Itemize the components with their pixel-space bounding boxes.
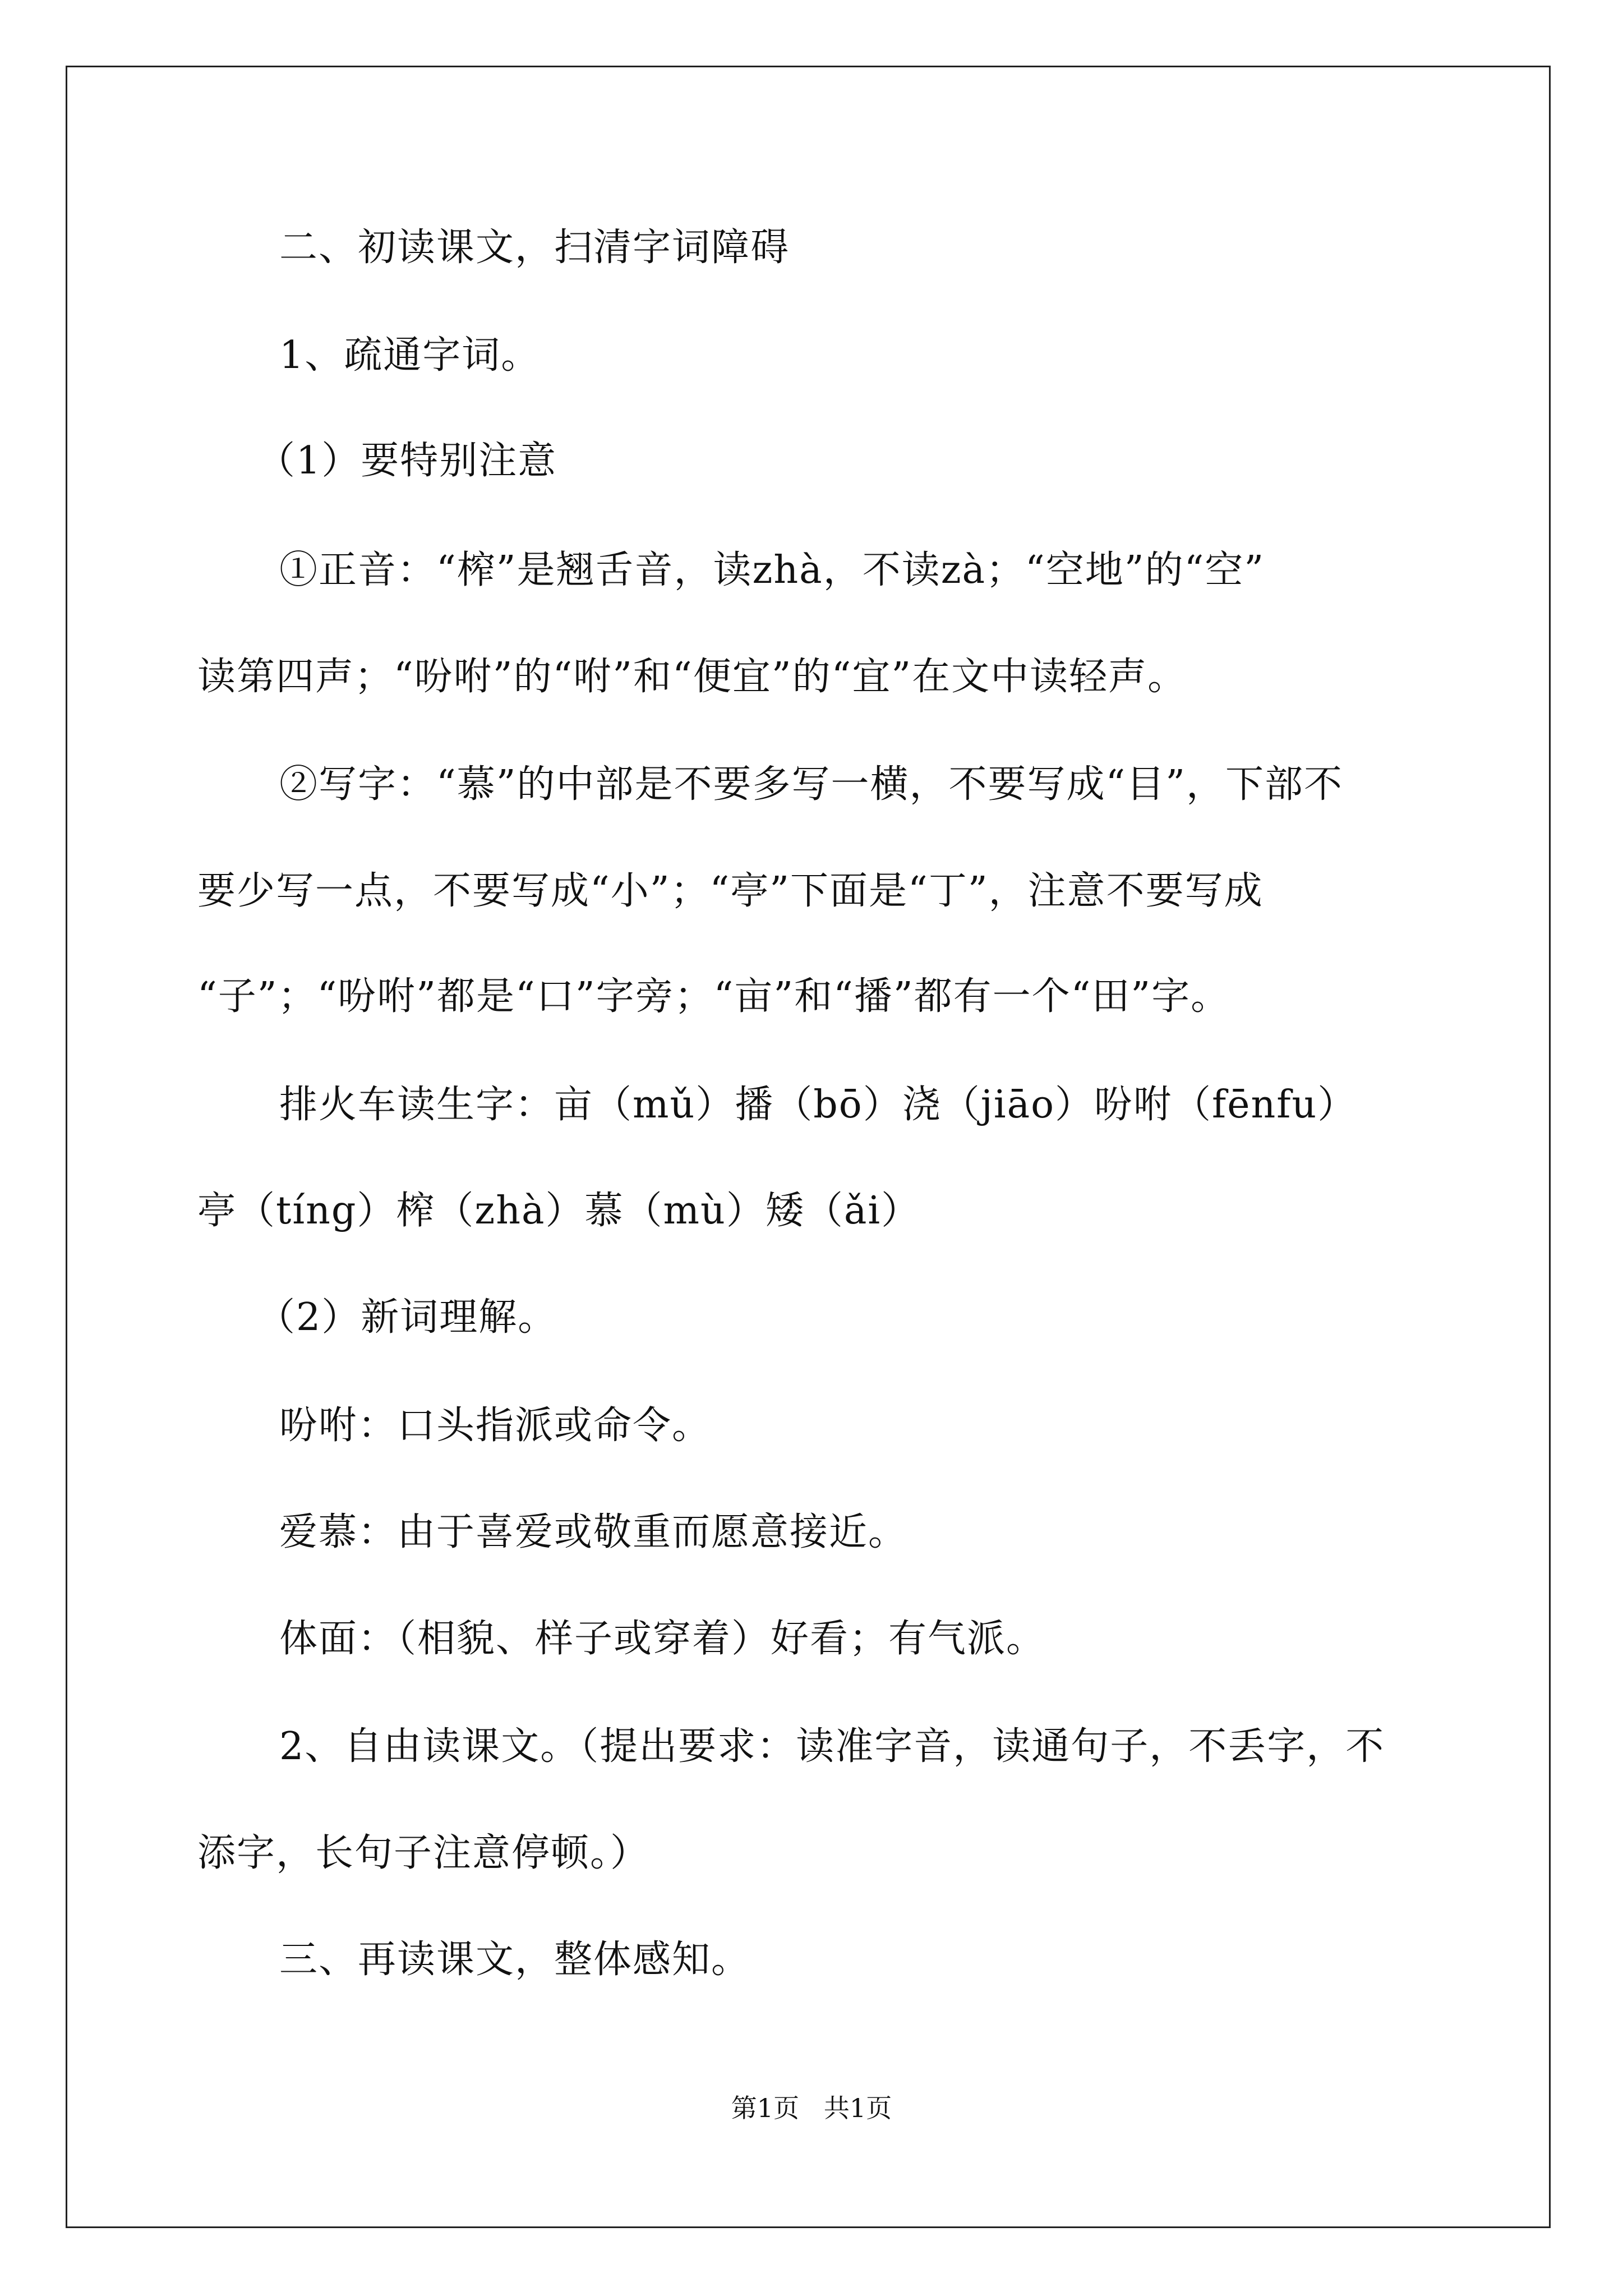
heading-section-3: 三、再读课文，整体感知。 <box>279 1938 751 1982</box>
page-footer: 第1页 共1页 <box>731 2093 892 2123</box>
paragraph-free-reading-line1: 2、自由读课文。（提出要求：读准字音，读通句子，不丢字，不 <box>279 1724 1385 1769</box>
subheading-vocabulary: 1、疏通字词。 <box>279 333 541 378</box>
paragraph-characters-line1: 排火车读生字：亩（mǔ）播（bō）浇（jiāo）吩咐（fēnfu） <box>279 1083 1357 1127</box>
definition-fenfu: 吩咐：口头指派或命令。 <box>279 1404 712 1448</box>
paragraph-free-reading-line2: 添字，长句子注意停顿。） <box>197 1831 650 1875</box>
paragraph-writing-line1: ②写字：“慕”的中部是不要多写一横，不要写成“目”，下部不 <box>279 762 1344 807</box>
item-new-words: （2）新词理解。 <box>257 1295 557 1340</box>
paragraph-writing-line2: 要少写一点，不要写成“小”；“亭”下面是“丁”，注意不要写成 <box>197 869 1264 913</box>
definition-aimu: 爱慕：由于喜爱或敬重而愿意接近。 <box>279 1510 908 1554</box>
paragraph-pronunciation-line2: 读第四声；“吩咐”的“咐”和“便宜”的“宜”在文中读轻声。 <box>197 655 1187 699</box>
paragraph-characters-line2: 亭（tíng）榨（zhà）慕（mù）矮（ǎi） <box>197 1189 921 1233</box>
paragraph-pronunciation-line1: ①正音：“榨”是翘舌音，读zhà，不读zà；“空地”的“空” <box>279 548 1265 592</box>
definition-timian: 体面：（相貌、样子或穿着）好看；有气派。 <box>279 1617 1046 1661</box>
paragraph-writing-line3: “子”；“吩咐”都是“口”字旁；“亩”和“播”都有一个“田”字。 <box>197 974 1230 1019</box>
page-border <box>66 66 1551 2228</box>
item-attention: （1）要特别注意 <box>257 439 557 483</box>
heading-section-2: 二、初读课文，扫清字词障碍 <box>279 226 790 270</box>
